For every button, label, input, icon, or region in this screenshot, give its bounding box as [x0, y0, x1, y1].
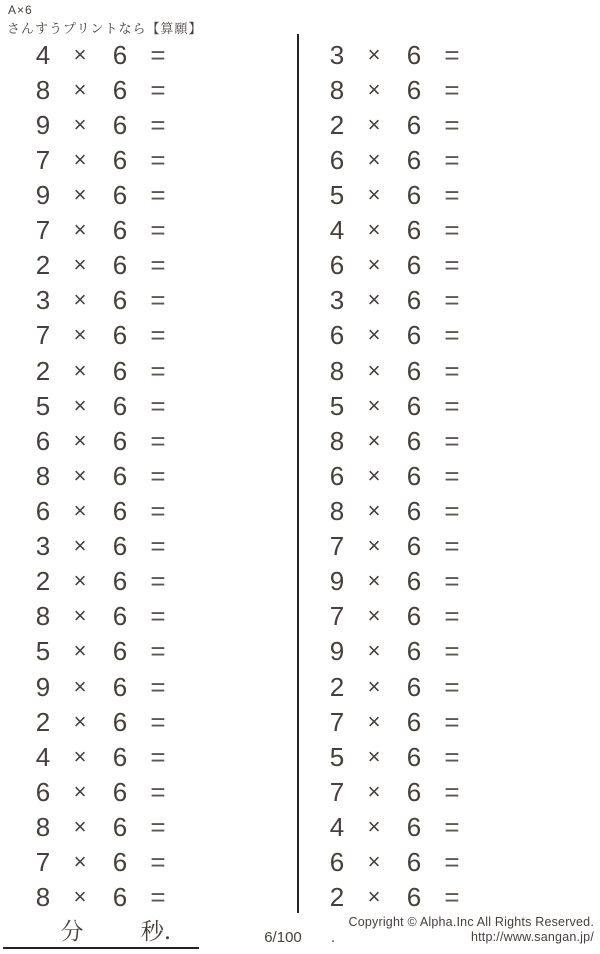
equals-sign: = — [444, 636, 460, 667]
problem-row — [0, 318, 298, 353]
equals-sign: = — [150, 601, 166, 632]
equals-sign: = — [150, 531, 166, 562]
equals-sign: = — [444, 531, 460, 562]
equals-sign: = — [444, 179, 460, 210]
times-icon: × — [73, 181, 87, 207]
multiplier-value: 6 — [406, 460, 422, 491]
equals-sign: = — [444, 460, 460, 491]
times-icon: × — [73, 217, 87, 243]
multiplier-value: 6 — [112, 425, 128, 456]
equals-sign: = — [444, 495, 460, 526]
times-icon: × — [367, 217, 381, 243]
equals-sign: = — [444, 250, 460, 281]
multiplicand-value: 7 — [35, 215, 51, 246]
problem-row — [294, 564, 592, 599]
problem-row — [294, 142, 592, 177]
problem-row — [0, 283, 298, 318]
equals-sign: = — [150, 355, 166, 386]
multiplicand-value: 9 — [329, 566, 345, 597]
multiplicand-value: 6 — [329, 460, 345, 491]
times-icon: × — [367, 778, 381, 804]
times-icon: × — [73, 76, 87, 102]
problem-row — [294, 177, 592, 212]
problem-row — [0, 704, 298, 739]
times-icon: × — [367, 849, 381, 875]
multiplicand-value: 8 — [35, 74, 51, 105]
problem-row — [0, 880, 298, 915]
equals-sign: = — [150, 847, 166, 878]
multiplier-value: 6 — [112, 495, 128, 526]
equals-sign: = — [150, 741, 166, 772]
multiplicand-value: 4 — [35, 741, 51, 772]
problem-row — [0, 529, 298, 564]
multiplier-value: 6 — [406, 74, 422, 105]
times-icon: × — [367, 392, 381, 418]
times-icon: × — [367, 884, 381, 910]
multiplier-value: 6 — [112, 109, 128, 140]
multiplicand-value: 2 — [35, 250, 51, 281]
multiplicand-value: 5 — [35, 636, 51, 667]
problem-row — [294, 669, 592, 704]
times-icon: × — [367, 568, 381, 594]
multiplicand-value: 6 — [329, 320, 345, 351]
times-icon: × — [367, 322, 381, 348]
problem-row — [294, 809, 592, 844]
multiplier-value: 6 — [112, 355, 128, 386]
multiplier-value: 6 — [406, 495, 422, 526]
equals-sign: = — [444, 706, 460, 737]
multiplicand-value: 8 — [329, 74, 345, 105]
problem-row — [0, 845, 298, 880]
equals-sign: = — [150, 250, 166, 281]
multiplier-value: 6 — [406, 320, 422, 351]
multiplicand-value: 6 — [35, 776, 51, 807]
copyright-line1: Copyright © Alpha.Inc All Rights Reserved. — [348, 915, 594, 929]
problem-row — [0, 809, 298, 844]
multiplicand-value: 8 — [35, 460, 51, 491]
times-icon: × — [367, 41, 381, 67]
problem-row — [294, 458, 592, 493]
equals-sign: = — [150, 495, 166, 526]
problem-row — [294, 774, 592, 809]
problem-row — [0, 353, 298, 388]
multiplicand-value: 8 — [329, 355, 345, 386]
equals-sign: = — [444, 39, 460, 70]
times-icon: × — [73, 357, 87, 383]
problem-row — [0, 388, 298, 423]
multiplier-value: 6 — [112, 531, 128, 562]
problem-row — [0, 142, 298, 177]
problem-row — [0, 634, 298, 669]
multiplicand-value: 3 — [35, 531, 51, 562]
multiplier-value: 6 — [112, 671, 128, 702]
minutes-label: 分 — [60, 919, 84, 945]
times-icon: × — [73, 427, 87, 453]
equals-sign: = — [150, 215, 166, 246]
problem-row — [0, 599, 298, 634]
times-icon: × — [367, 708, 381, 734]
times-icon: × — [73, 813, 87, 839]
seconds-label: 秒. — [140, 919, 172, 945]
multiplicand-value: 6 — [329, 250, 345, 281]
problem-row — [294, 107, 592, 142]
multiplicand-value: 4 — [329, 811, 345, 842]
problem-row — [294, 634, 592, 669]
times-icon: × — [73, 497, 87, 523]
equals-sign: = — [444, 566, 460, 597]
multiplier-value: 6 — [406, 741, 422, 772]
equals-sign: = — [150, 109, 166, 140]
problem-row — [294, 37, 592, 72]
multiplier-value: 6 — [406, 601, 422, 632]
multiplier-value: 6 — [406, 355, 422, 386]
multiplicand-value: 6 — [35, 495, 51, 526]
multiplicand-value: 7 — [35, 320, 51, 351]
multiplier-value: 6 — [406, 144, 422, 175]
equals-sign: = — [150, 320, 166, 351]
multiplier-value: 6 — [406, 179, 422, 210]
multiplier-value: 6 — [406, 882, 422, 913]
multiplier-value: 6 — [112, 215, 128, 246]
problem-row — [294, 318, 592, 353]
multiplier-value: 6 — [406, 847, 422, 878]
multiplier-value: 6 — [406, 811, 422, 842]
multiplier-value: 6 — [406, 425, 422, 456]
multiplier-value: 6 — [112, 706, 128, 737]
multiplicand-value: 5 — [35, 390, 51, 421]
problem-row — [294, 423, 592, 458]
copyright-line2: http://www.sangan.jp/ — [470, 930, 594, 944]
times-icon: × — [73, 849, 87, 875]
multiplicand-value: 8 — [329, 495, 345, 526]
times-icon: × — [367, 743, 381, 769]
times-icon: × — [367, 673, 381, 699]
times-icon: × — [73, 462, 87, 488]
multiplicand-value: 6 — [329, 847, 345, 878]
multiplicand-value: 9 — [35, 179, 51, 210]
times-icon: × — [367, 533, 381, 559]
multiplier-value: 6 — [406, 776, 422, 807]
times-icon: × — [367, 287, 381, 313]
equals-sign: = — [444, 741, 460, 772]
multiplier-value: 6 — [112, 144, 128, 175]
problems-column-right — [294, 37, 592, 915]
multiplicand-value: 7 — [329, 601, 345, 632]
multiplicand-value: 3 — [329, 39, 345, 70]
multiplier-value: 6 — [112, 390, 128, 421]
times-icon: × — [73, 252, 87, 278]
equals-sign: = — [444, 776, 460, 807]
problem-row — [294, 283, 592, 318]
multiplier-value: 6 — [406, 390, 422, 421]
problem-row — [294, 248, 592, 283]
problem-row — [294, 213, 592, 248]
times-icon: × — [367, 427, 381, 453]
multiplier-value: 6 — [112, 566, 128, 597]
multiplier-value: 6 — [406, 636, 422, 667]
multiplier-value: 6 — [406, 566, 422, 597]
multiplier-value: 6 — [112, 811, 128, 842]
equals-sign: = — [444, 847, 460, 878]
multiplicand-value: 2 — [35, 706, 51, 737]
equals-sign: = — [150, 882, 166, 913]
equals-sign: = — [150, 671, 166, 702]
multiplier-value: 6 — [112, 847, 128, 878]
multiplier-value: 6 — [406, 109, 422, 140]
times-icon: × — [73, 533, 87, 559]
equals-sign: = — [444, 74, 460, 105]
problem-row — [294, 739, 592, 774]
problem-row — [0, 669, 298, 704]
times-icon: × — [73, 603, 87, 629]
times-icon: × — [367, 146, 381, 172]
multiplier-value: 6 — [112, 320, 128, 351]
times-icon: × — [367, 813, 381, 839]
problem-row — [294, 845, 592, 880]
times-icon: × — [367, 252, 381, 278]
multiplier-value: 6 — [112, 39, 128, 70]
times-icon: × — [73, 638, 87, 664]
page-subtitle: さんすうプリントなら【算願】 — [7, 21, 203, 36]
equals-sign: = — [150, 74, 166, 105]
multiplier-value: 6 — [112, 285, 128, 316]
multiplicand-value: 6 — [329, 144, 345, 175]
times-icon: × — [73, 111, 87, 137]
times-icon: × — [367, 181, 381, 207]
multiplicand-value: 2 — [35, 355, 51, 386]
equals-sign: = — [150, 285, 166, 316]
multiplicand-value: 7 — [35, 144, 51, 175]
problem-row — [0, 493, 298, 528]
problem-row — [294, 704, 592, 739]
multiplicand-value: 3 — [329, 285, 345, 316]
multiplicand-value: 5 — [329, 390, 345, 421]
equals-sign: = — [444, 601, 460, 632]
times-icon: × — [367, 497, 381, 523]
times-icon: × — [73, 41, 87, 67]
equals-sign: = — [444, 285, 460, 316]
problem-row — [294, 353, 592, 388]
equals-sign: = — [150, 636, 166, 667]
problem-row — [294, 493, 592, 528]
copyright — [348, 915, 594, 945]
problem-row — [0, 107, 298, 142]
multiplicand-value: 4 — [35, 39, 51, 70]
page-title: A×6 — [8, 3, 33, 17]
problem-row — [294, 388, 592, 423]
multiplicand-value: 7 — [35, 847, 51, 878]
problem-row — [0, 177, 298, 212]
multiplicand-value: 7 — [329, 776, 345, 807]
multiplier-value: 6 — [406, 250, 422, 281]
problem-row — [0, 72, 298, 107]
multiplier-value: 6 — [406, 706, 422, 737]
multiplicand-value: 5 — [329, 179, 345, 210]
multiplicand-value: 9 — [35, 109, 51, 140]
multiplicand-value: 2 — [329, 671, 345, 702]
page-number: 6/100 — [264, 929, 302, 946]
multiplier-value: 6 — [406, 531, 422, 562]
equals-sign: = — [444, 355, 460, 386]
multiplier-value: 6 — [112, 74, 128, 105]
equals-sign: = — [150, 706, 166, 737]
multiplicand-value: 3 — [35, 285, 51, 316]
multiplicand-value: 6 — [35, 425, 51, 456]
multiplicand-value: 8 — [35, 811, 51, 842]
multiplicand-value: 2 — [329, 882, 345, 913]
times-icon: × — [367, 603, 381, 629]
equals-sign: = — [150, 425, 166, 456]
problem-row — [0, 739, 298, 774]
multiplier-value: 6 — [112, 179, 128, 210]
multiplicand-value: 4 — [329, 215, 345, 246]
multiplicand-value: 9 — [329, 636, 345, 667]
multiplicand-value: 2 — [35, 566, 51, 597]
times-icon: × — [73, 568, 87, 594]
equals-sign: = — [444, 109, 460, 140]
times-icon: × — [367, 638, 381, 664]
footer-dot: . — [330, 929, 336, 946]
times-icon: × — [73, 708, 87, 734]
problem-row — [0, 248, 298, 283]
equals-sign: = — [150, 179, 166, 210]
equals-sign: = — [150, 566, 166, 597]
multiplier-value: 6 — [406, 285, 422, 316]
problem-row — [294, 72, 592, 107]
times-icon: × — [73, 778, 87, 804]
equals-sign: = — [444, 320, 460, 351]
multiplicand-value: 5 — [329, 741, 345, 772]
equals-sign: = — [150, 776, 166, 807]
problem-row — [0, 37, 298, 72]
times-icon: × — [367, 111, 381, 137]
multiplicand-value: 8 — [35, 882, 51, 913]
equals-sign: = — [444, 144, 460, 175]
problem-row — [0, 774, 298, 809]
times-icon: × — [73, 884, 87, 910]
multiplicand-value: 7 — [329, 531, 345, 562]
times-icon: × — [367, 76, 381, 102]
equals-sign: = — [150, 390, 166, 421]
equals-sign: = — [444, 390, 460, 421]
times-icon: × — [73, 743, 87, 769]
times-icon: × — [73, 287, 87, 313]
times-icon: × — [73, 673, 87, 699]
equals-sign: = — [444, 671, 460, 702]
problem-row — [0, 213, 298, 248]
multiplier-value: 6 — [112, 250, 128, 281]
problem-row — [0, 564, 298, 599]
times-icon: × — [73, 392, 87, 418]
problem-row — [0, 458, 298, 493]
problem-row — [0, 423, 298, 458]
equals-sign: = — [150, 144, 166, 175]
multiplier-value: 6 — [112, 601, 128, 632]
multiplicand-value: 8 — [35, 601, 51, 632]
multiplier-value: 6 — [406, 671, 422, 702]
time-answer-underline — [3, 947, 199, 949]
multiplicand-value: 2 — [329, 109, 345, 140]
equals-sign: = — [150, 39, 166, 70]
problem-row — [294, 529, 592, 564]
equals-sign: = — [444, 882, 460, 913]
multiplier-value: 6 — [406, 39, 422, 70]
multiplier-value: 6 — [112, 460, 128, 491]
equals-sign: = — [444, 811, 460, 842]
multiplicand-value: 9 — [35, 671, 51, 702]
problems-column-left — [0, 37, 298, 915]
equals-sign: = — [150, 811, 166, 842]
multiplier-value: 6 — [406, 215, 422, 246]
multiplier-value: 6 — [112, 636, 128, 667]
multiplier-value: 6 — [112, 776, 128, 807]
multiplier-value: 6 — [112, 741, 128, 772]
multiplicand-value: 7 — [329, 706, 345, 737]
problem-row — [294, 880, 592, 915]
multiplicand-value: 8 — [329, 425, 345, 456]
equals-sign: = — [444, 425, 460, 456]
equals-sign: = — [150, 460, 166, 491]
times-icon: × — [73, 322, 87, 348]
problem-row — [294, 599, 592, 634]
times-icon: × — [367, 462, 381, 488]
equals-sign: = — [444, 215, 460, 246]
times-icon: × — [367, 357, 381, 383]
multiplier-value: 6 — [112, 882, 128, 913]
times-icon: × — [73, 146, 87, 172]
